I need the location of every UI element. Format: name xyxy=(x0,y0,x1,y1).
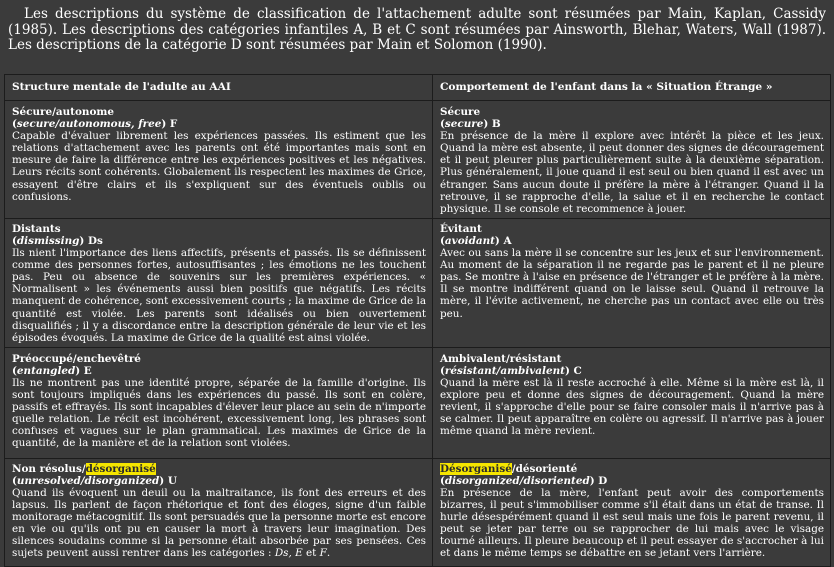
table-row xyxy=(5,458,831,566)
table-row xyxy=(5,101,831,219)
table-row xyxy=(5,218,831,347)
column-header-child: Comportement de l'enfant dans la « Situation Étrange » xyxy=(433,75,831,101)
category-title: Ambivalent/résistant xyxy=(440,352,562,365)
cell-child-secure xyxy=(433,101,831,219)
cell-adult-dismissing xyxy=(5,218,433,347)
cell-adult-unresolved xyxy=(5,458,433,566)
attachment-classification-table xyxy=(4,74,831,567)
category-subtitle: (avoidant) A xyxy=(440,234,512,247)
category-description: Capable d'évaluer librement les expériences passées. Ils estiment que les relations d'attachement avec les parents ont été importantes mais sont en mesure de faire la différence entre les expériences positives et les négatives. Leurs récits sont cohérents. Globalement ils respectent les maximes de Grice, essayent d'être clairs et ils s'expliquent sur des éventuels oublis ou confusions. xyxy=(12,130,426,203)
category-subtitle: (entangled) E xyxy=(12,364,92,377)
intro-paragraph: Les descriptions du système de classification de l'attachement adulte sont résumées par Main, Kaplan, Cassidy (1985). Les descriptions des catégories infantiles A, B et C sont résumées par Ainsworth, Blehar, Waters, Wall (1987). Les descriptions de la catégorie D sont résumées par Main et Solomon (1990). xyxy=(8,6,826,53)
cell-child-avoidant xyxy=(433,218,831,347)
cell-adult-secure xyxy=(5,101,433,219)
cell-child-ambivalent xyxy=(433,347,831,458)
category-subtitle: (disorganized/disoriented) D xyxy=(440,474,608,487)
category-subtitle: (secure) B xyxy=(440,118,501,131)
cell-adult-entangled xyxy=(5,347,433,458)
highlighted-term: désorganisé xyxy=(85,462,156,475)
column-header-adult: Structure mentale de l'adulte au AAI xyxy=(5,75,433,101)
highlighted-term: Désorganisé xyxy=(440,462,512,475)
category-description: En présence de la mère il explore avec intérêt la pièce et les jeux. Quand la mère est absente, il peut donner des signes de découragement et il peut pleurer plus particulièrement suite à la deuxième séparation. Plus généralement, il joue quand il est seul ou bien quand il est avec un étranger. Sans aucun doute il préfère la mère à l'étranger. Quand il la retrouve, il se rapproche d'elle, la salue et il en recherche le contact physique. Il se console et recommence à jouer. xyxy=(440,130,824,215)
category-subtitle: (unresolved/disorganized) U xyxy=(12,474,177,487)
category-title: Sécure xyxy=(440,106,481,118)
category-title: Désorganisé/désorienté xyxy=(440,462,578,475)
category-description: Ils nient l'importance des liens affectifs, présents et passés. Ils se définissent comme des personnes fortes, autosuffisantes ; les émotions ne les touchent pas. Peu ou absence de souvenirs sur les premières expériences. « Normalisent » les événements aussi bien positifs que négatifs. Les récits manquent de cohérence, sont excessivement courts ; la maxime de Grice de la quantité est violée. Les parents sont idéalisés ou bien ouvertement disqualifiés ; il y a discordance entre la description générale de leur vie et les épisodes évoqués. La maxime de Grice de la qualité est ainsi violée. xyxy=(12,247,427,344)
category-title: Évitant xyxy=(440,222,482,235)
category-description: Quand la mère est là il reste accroché à elle. Même si la mère est là, il explore peu et donne des signes de découragement. Quand la mère revient, il s'approche d'elle pour se faire consoler mais il n'arrive pas à se calmer. Il peut apparaître en colère ou agressif. Il n'arrive pas à jouer même quand la mère revient. xyxy=(440,376,824,438)
category-title: Sécure/autonome xyxy=(12,106,114,118)
category-description: Quand ils évoquent un deuil ou la maltraitance, ils font des erreurs et des lapsus. Ils parlent de façon rhétorique et font des éloges, signe d'un faible monitorage métacognitif. Ils sont persuadés que la personne morte est encore en vie ou qu'ils ont pu en causer la mort à travers leur imagination. Des silences soudains comme si la personne était absorbée par ses pensées. Ces sujets peuvent aussi rentrer dans les catégories : Ds, E et F. xyxy=(12,486,426,560)
table-header-row xyxy=(5,75,831,101)
category-title: Distants xyxy=(12,222,61,235)
category-description: En présence de la mère, l'enfant peut avoir des comportements bizarres, il peut s'immobiliser comme s'il était dans un état de transe. Il hurle désespérément quand il est seul mais une fois le parent revenu, il peut se jeter par terre ou se rapprocher de lui mais avec le visage tourné ailleurs. Il pleure beaucoup et il peut essayer de s'accrocher à lui et dans le même temps se débattre en se jetant vers l'arrière. xyxy=(440,486,824,560)
cell-child-disorganized xyxy=(433,458,831,566)
category-subtitle: (secure/autonomous, free) F xyxy=(12,118,178,131)
category-title: Préoccupé/enchevêtré xyxy=(12,352,141,365)
category-description: Avec ou sans la mère il se concentre sur les jeux et sur l'environnement. Au moment de la séparation il ne regarde pas le parent et il ne pleure pas. Se montre à l'aise en présence de l'étranger et le préfère à la mère. Il se montre indifférent quand on le laisse seul. Quand il retrouve la mère, il l'évite activement, ne cherche pas un contact avec elle ou très peu. xyxy=(440,247,824,320)
category-title: Non résolus/désorganisé xyxy=(12,462,156,475)
category-subtitle: (résistant/ambivalent) C xyxy=(440,364,582,377)
table-row xyxy=(5,347,831,458)
category-description: Ils ne montrent pas une identité propre, séparée de la famille d'origine. Ils sont toujours impliqués dans les expériences du passé. Ils sont en colère, passifs et effrayés. Ils sont incapables d'élever leur place au sein de n'importe quelle relation. Le récit est incohérent, excessivement long, les phrases sont confuses et vagues sur le plan grammatical. Les maximes de Grice de la quantité, de la manière et de la relation sont violées. xyxy=(12,376,426,450)
category-subtitle: (dismissing) Ds xyxy=(12,234,103,247)
